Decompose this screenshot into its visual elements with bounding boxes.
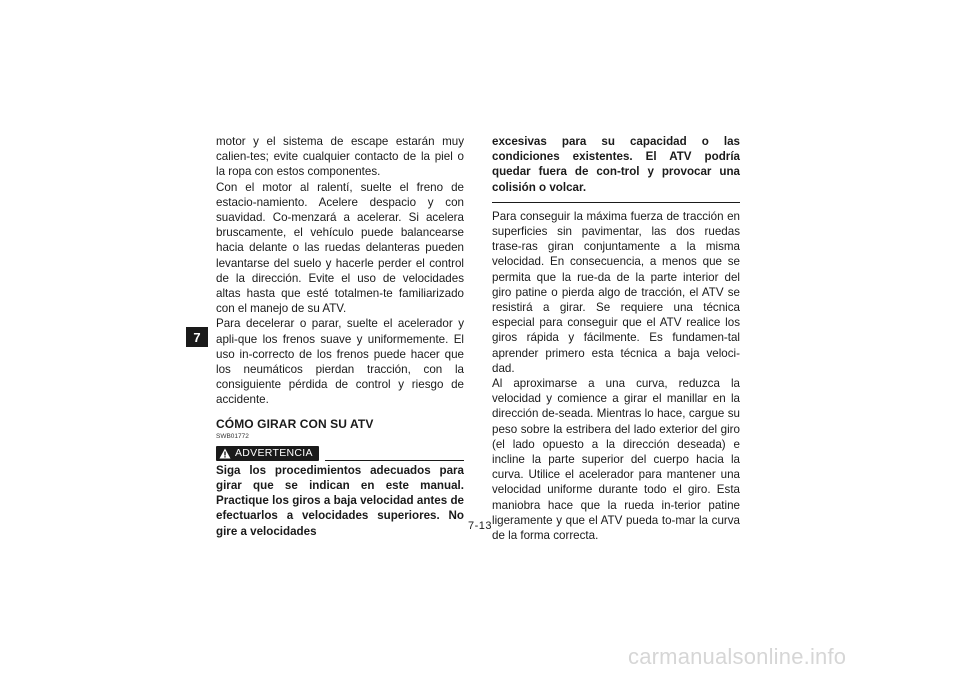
warning-rule — [325, 460, 464, 461]
warning-badge — [216, 446, 319, 461]
right-column — [492, 134, 740, 543]
paragraph-1: motor y el sistema de escape estarán muy calien-tes; evite cualquier contacto de la piel o la ropa con estos componentes. — [216, 135, 464, 179]
watermark: carmanualsonline.info — [628, 644, 847, 669]
paragraph-2: Con el motor al ralentí, suelte el freno de estacio-namiento. Acelere despacio y con suavidad. Co-menzará a acelerar. Si acelera bruscamente, el vehículo puede balancearse hacia delante o las ruedas delanteras pueden levantarse del suelo y hacerle perder el control de la dirección. Evite el uso de velocidades altas hasta que esté totalmen-te familiarizado con el manejo de su ATV. — [216, 180, 464, 316]
chapter-tab: 7 — [186, 327, 208, 347]
left-column — [216, 134, 464, 539]
warning-text-continued: excesivas para su capacidad o las condiciones existentes. El ATV podría quedar fuera de con-trol y provocar una colisión o volcar. — [492, 135, 740, 194]
warning-label: ADVERTENCIA — [235, 446, 313, 459]
paragraph-3: Para decelerar o parar, suelte el acelerador y apli-que los frenos suave y uniformemente. El uso in-correcto de los frenos puede hacer que los neumáticos pierdan tracción, con la consiguiente pérdida de control y riesgo de accidente. — [216, 317, 464, 407]
section-heading: CÓMO GIRAR CON SU ATV — [216, 416, 374, 431]
paragraph-4: Para conseguir la máxima fuerza de tracción en superficies sin pavimentar, las dos ruedas trase-ras giran conjuntamente a la misma velocidad. En consecuencia, a menos que se permita que la rue-da de la parte interior del giro patine o pierda algo de tracción, el ATV se resistirá a girar. Se requiere una técnica especial para conseguir que el ATV realice los giros rápida y fácilmente. Es fundamen-tal aprender primero esta técnica a baja veloci-dad. — [492, 209, 740, 375]
reference-code: SWB01772 — [216, 432, 249, 440]
warning-triangle-icon — [219, 448, 231, 459]
warning-end-rule — [492, 202, 740, 203]
warning-text: Siga los procedimientos adecuados para girar que se indican en este manual. Practique los giros a baja velocidad antes de efectuarlos a velocidades superiores. No gire a velocidades — [216, 463, 464, 538]
warning-header — [216, 442, 464, 461]
page-number: 7-13 — [467, 520, 493, 532]
paragraph-5: Al aproximarse a una curva, reduzca la velocidad y comience a girar el manillar en la dirección de-seada. Mientras lo hace, cargue su peso sobre la estribera del lado exterior del giro (el lado opuesto a la dirección deseada) e incline la parte superior del cuerpo hacia la curva. Utilice el acelerador para mantener una velocidad uniforme durante todo el giro. Esta maniobra hace que la rueda in-terior patine ligeramente y que el ATV pueda to-mar la curva de la forma correcta. — [492, 377, 740, 543]
